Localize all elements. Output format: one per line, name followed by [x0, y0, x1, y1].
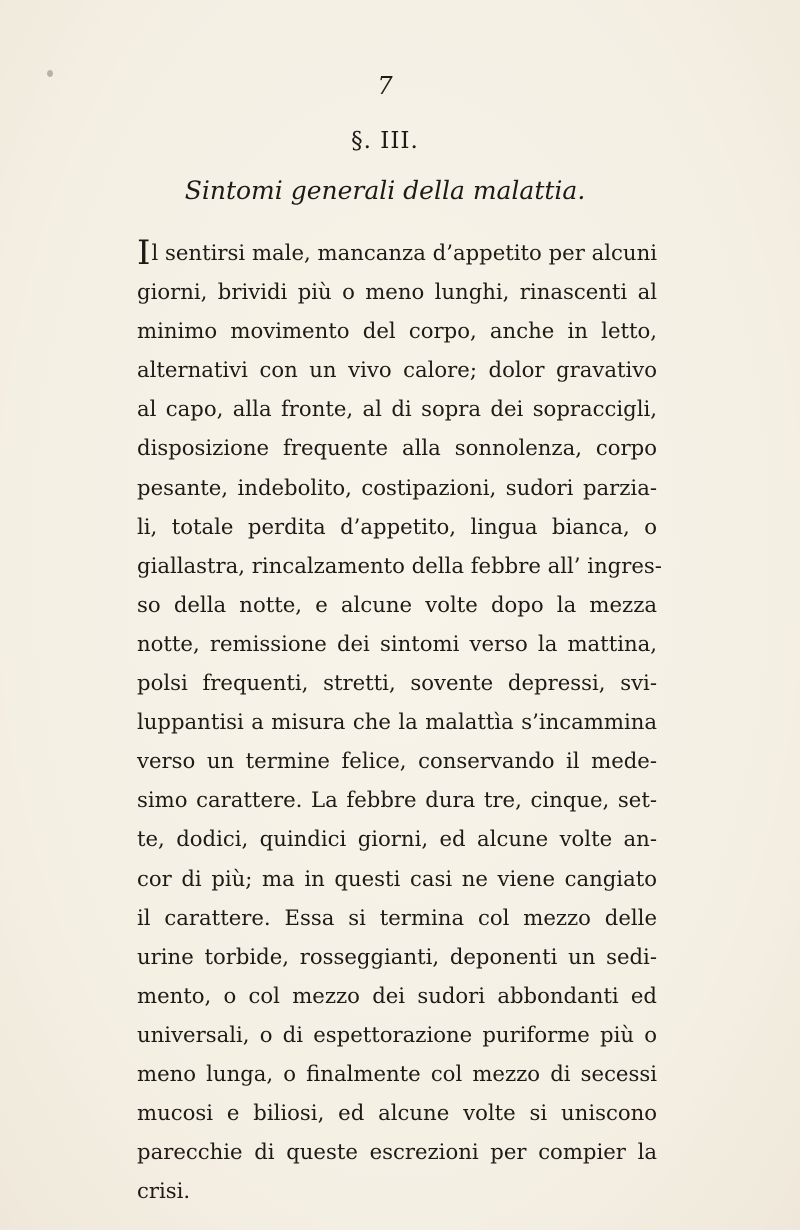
text-line: minimo movimento del corpo, anche in letto,: [137, 318, 657, 344]
text-line: universali, o di espettorazione puriforme più o: [137, 1021, 657, 1047]
text-line-last: crisi.: [137, 1178, 191, 1204]
text-line: parecchie di queste escrezioni per compier la: [137, 1139, 657, 1165]
text-line: alternativi con un vivo calore; dolor gravativo: [137, 357, 657, 383]
text-line: te, dodici, quindici giorni, ed alcune volte an-: [137, 826, 657, 852]
text-line: verso un termine felice, conservando il mede-: [137, 748, 657, 774]
text-line: luppantisi a misura che la malattìa s’incammina: [137, 709, 657, 735]
text-line: urine torbide, rosseggianti, deponenti un sedi-: [137, 943, 657, 969]
text-line: meno lunga, o finalmente col mezzo di secessi: [137, 1060, 657, 1086]
text-line: al capo, alla fronte, al di sopra dei sopraccigli,: [137, 396, 657, 422]
text-line-first: [137, 233, 657, 272]
section-heading: §. III.: [351, 128, 419, 154]
page-number: 7: [377, 72, 393, 100]
text-line: polsi frequenti, stretti, sovente depressi, svi-: [137, 670, 657, 696]
text-line: cor di più; ma in questi casi ne viene cangiato: [137, 865, 657, 891]
text-line: notte, remissione dei sintomi verso la mattina,: [137, 630, 657, 656]
text-line: li, totale perdita d’appetito, lingua bianca, o: [137, 513, 657, 539]
text-line-first-rest: l sentirsi male, mancanza d’appetito per alcuni: [151, 240, 657, 265]
section-title: Sintomi generali della malattia.: [184, 176, 586, 205]
text-line: giallastra, rincalzamento della febbre all’ ingres-: [137, 552, 662, 578]
text-line: simo carattere. La febbre dura tre, cinque, set-: [137, 787, 657, 813]
text-line: mento, o col mezzo dei sudori abbondanti ed: [137, 982, 657, 1008]
text-line: giorni, brividi più o meno lunghi, rinascenti al: [137, 279, 657, 305]
text-line: disposizione frequente alla sonnolenza, corpo: [137, 435, 657, 461]
text-line: mucosi e biliosi, ed alcune volte si uniscono: [137, 1100, 657, 1126]
text-line: pesante, indebolito, costipazioni, sudori parzia-: [137, 474, 657, 500]
text-line: il carattere. Essa si termina col mezzo delle: [137, 904, 657, 930]
body-paragraph: [137, 233, 662, 1210]
text-line: so della notte, e alcune volte dopo la mezza: [137, 591, 657, 617]
drop-cap: I: [137, 233, 151, 273]
